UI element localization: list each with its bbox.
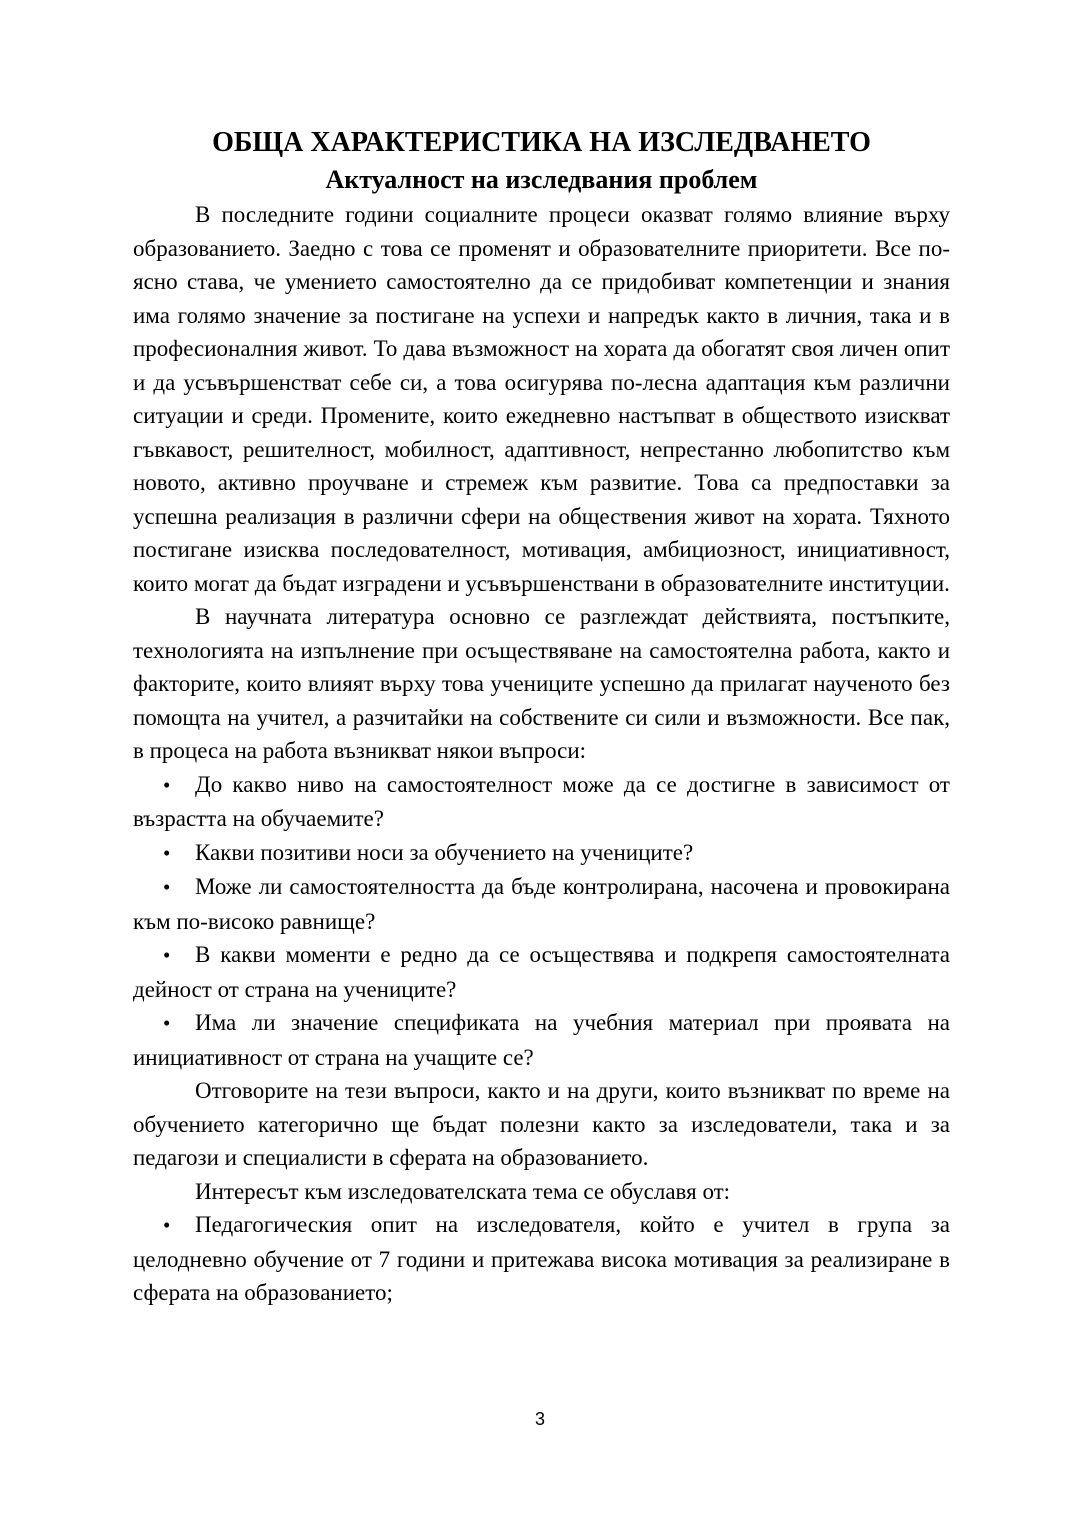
document-title: ОБЩА ХАРАКТЕРИСТИКА НА ИЗСЛЕДВАНЕТО xyxy=(212,127,871,158)
bullet-item xyxy=(133,938,950,1006)
bullet-icon: • xyxy=(163,1213,171,1237)
body-paragraph: В научната литература основно се разглеждат действията, постъпките, технологията на изпълнение при осъществяване на самостоятелна работа, както и факторите, които влияят върху това учениците успешно да прилагат наученото без помощта на учител, а разчитайки на собствените си сили и възможности. Все пак, в процеса на работа възникват някои въпроси: xyxy=(133,604,950,763)
bullet-item xyxy=(133,870,950,938)
document-content xyxy=(133,124,950,1310)
bullet-icon: • xyxy=(163,840,171,865)
bullet-icon: • xyxy=(163,943,171,967)
body-paragraph: Интересът към изследователската тема се обуславя от: xyxy=(195,1178,731,1204)
bullet-icon: • xyxy=(163,772,171,797)
bullet-text: Какви позитиви носи за обучението на учениците? xyxy=(195,839,694,865)
bullet-text: Има ли значение спецификата на учебния материал при проявата на инициативност от страна на учащите се? xyxy=(133,1010,950,1070)
body-paragraph: Отговорите на тези въпроси, както и на други, които възникват по време на обучението категорично ще бъдат полезни както за изследователи, така и за педагози и специалисти в сферата на образованието. xyxy=(133,1078,950,1170)
bullet-text: Педагогическия опит на изследователя, който е учител в група за целодневно обучение от 7 години и притежава висока мотивация за реализиране в сферата на образованието; xyxy=(133,1212,950,1305)
bullet-item xyxy=(133,1208,950,1310)
bullet-text: Може ли самостоятелността да бъде контролирана, насочена и провокирана към по-високо равнище? xyxy=(133,874,950,934)
page-number: 3 xyxy=(534,1409,545,1429)
bullet-icon: • xyxy=(163,875,171,899)
section-subtitle: Актуалност на изследвания проблем xyxy=(325,165,758,194)
bullet-item xyxy=(133,768,950,836)
body-paragraph: В последните години социалните процеси оказват голямо влияние върху образованието. Заедно с това се променят и образователните приоритети. Все по-ясно става, че умението самостоятелно да се придобиват компетенции и знания има голямо значение за постигане на успехи и напредък както в личния, така и в професионалния живот. То дава възможност на хората да обогатят своя личен опит и да усъвършенстват себе си, а това осигурява по-лесна адаптация към различни ситуации и среди. Промените, които ежедневно настъпват в обществото изискват гъвкавост, решителност, мобилност, адаптивност, непрестанно любопитство към новото, активно проучване и стремеж към развитие. Това са предпоставки за успешна реализация в различни сфери на обществения живот на хората. Тяхното постигане изисква последователност, мотивация, амбициозност, инициативност, които могат да бъдат изградени и усъвършенствани в образователните институции. xyxy=(133,202,950,596)
bullet-text: До какво ниво на самостоятелност може да се достигне в зависимост от възрастта на обучаемите? xyxy=(133,771,950,831)
bullet-text: В какви моменти е редно да се осъществява и подкрепя самостоятелната дейност от страна на учениците? xyxy=(133,942,950,1002)
bullet-item xyxy=(133,1006,950,1074)
bullet-icon: • xyxy=(163,1011,171,1035)
bullet-item xyxy=(133,836,950,871)
